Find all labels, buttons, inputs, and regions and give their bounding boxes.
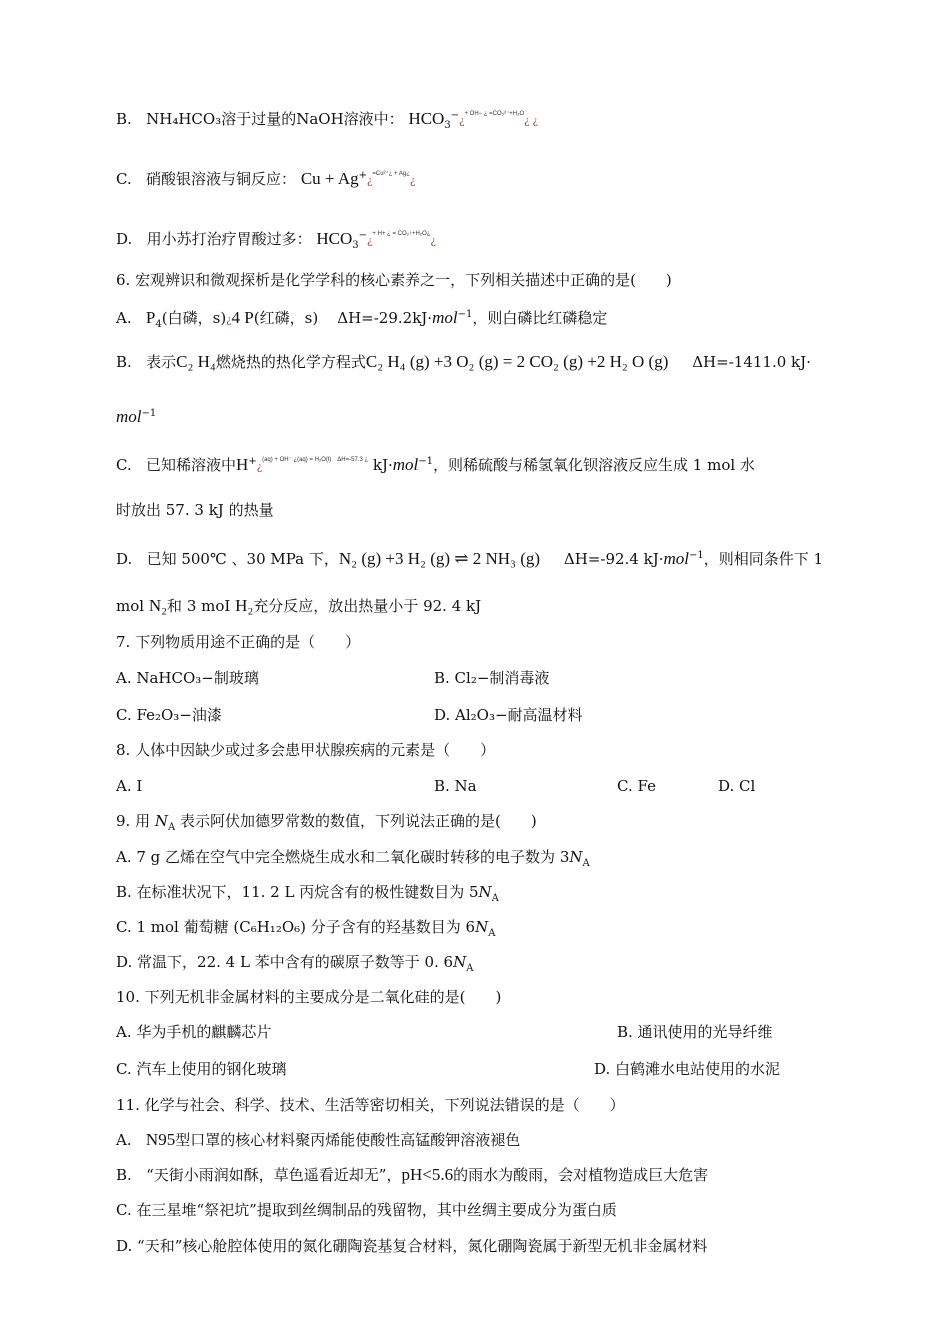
q10-option-c: C. 汽车上使用的钢化玻璃 [116,1060,287,1078]
q11-option-c: C. 在三星堆“祭祀坑”提取到丝绸制品的残留物，其中丝绸主要成分为蛋白质 [116,1201,617,1219]
q10-option-a: A. 华为手机的麒麟芯片 [116,1023,272,1041]
q5-option-b: B. NH₄HCO₃溶于过量的NaOH溶液中： $HCO_3^-¿^{+ OH- ¿ =CO_3^{2-}+H_2O}¿$ ¿ [116,109,539,131]
q5-option-d: D. 用小苏打治疗胃酸过多： $HCO_3^-¿^{+ H+ ¿ = CO_2↑+H_2O¿}¿$ [116,229,436,251]
q9-option-a: A. 7 g 乙烯在空气中完全燃烧生成水和二氧化碳时转移的电子数为 $3N_A$ [116,848,590,869]
q6-option-b-cont: mol$^{-1}$ [116,407,157,426]
q10-option-d: D. 白鹤滩水电站使用的水泥 [594,1060,781,1078]
q6-option-c-cont: 时放出 57. 3 kJ 的热量 [116,501,274,519]
q7-option-c: C. Fe₂O₃−油漆 [116,706,222,724]
q8-option-a: A. I [116,777,143,795]
q6-option-d: D. 已知 500℃ 、30 MPa 下，N₂ (g) +3 H₂ (g) ⇌ 2 NH₃ (g) ΔH=-92.4 kJ·mol$^{-1}$，则相同条件下 1 [116,549,824,568]
q10-option-b: B. 通讯使用的光导纤维 [617,1023,773,1041]
q11-option-d: D. “天和”核心舱腔体使用的氮化硼陶瓷基复合材料，氮化硼陶瓷属于新型无机非金属材料 [116,1237,708,1255]
q8-option-c: C. Fe [617,777,656,795]
q8-option-b: B. Na [434,777,477,795]
q9-option-b: B. 在标准状况下，11. 2 L 丙烷含有的极性键数目为 $5N_A$ [116,883,499,904]
q9-stem: 9. 用 $N_A$ 表示阿伏加德罗常数的数值，下列说法正确的是( ) [116,812,537,833]
q6-option-b: B. 表示C₂ H₄燃烧热的热化学方程式C₂ H₄ (g) +3 O₂ (g) = 2 CO₂ (g) +2 H₂ O (g) ΔH=-1411.0 kJ· [116,352,811,371]
q6-option-a: A. $P_4$(白磷，s)¿4 P(红磷，s) ΔH=-29.2kJ·mol$^{-1}$，则白磷比红磷稳定 [116,308,608,330]
q6-option-d-cont: mol N₂和 3 moI H₂充分反应，放出热量小于 92. 4 kJ [116,596,482,615]
q5-option-c: C. 硝酸银溶液与铜反应： Cu + Ag+¿$^{=Cu^{2+}¿ + Ag¿}$¿ [116,169,416,188]
q11-stem: 11. 化学与社会、科学、技术、生活等密切相关，下列说法错误的是（ ） [116,1096,625,1114]
q8-option-d: D. Cl [718,777,756,795]
q9-option-d: D. 常温下，22. 4 L 苯中含有的碳原子数等于 0. $6N_A$ [116,953,474,974]
q9-option-c: C. 1 mol 葡萄糖 (C₆H₁₂O₆) 分子含有的羟基数目为 $6N_A$ [116,918,496,939]
q7-option-d: D. Al₂O₃−耐高温材料 [434,706,583,724]
q6-stem: 6. 宏观辨识和微观探析是化学学科的核心素养之一，下列相关描述中正确的是( ) [116,271,672,289]
q11-option-a: A. N95型口罩的核心材料聚丙烯能使酸性高锰酸钾溶液褪色 [116,1130,521,1149]
q11-option-b: B. “天街小雨润如酥，草色遥看近却无”，pH<5.6的雨水为酸雨，会对植物造成巨大危害 [116,1165,709,1184]
q7-option-a: A. NaHCO₃−制玻璃 [116,669,259,687]
q6-option-c: C. 已知稀溶液中H+¿$^{(aq) + OH^- ¿(aq) = H_2O(l) \Delta H=-57.3 ¿}$ kJ·mol$^{-1}$，则稀硫酸与稀氢氧化钡溶液反应生成 1 mol 水 [116,455,755,474]
q7-option-b: B. Cl₂−制消毒液 [434,669,550,687]
q10-stem: 10. 下列无机非金属材料的主要成分是二氧化硅的是( ) [116,988,502,1006]
q8-stem: 8. 人体中因缺少或过多会患甲状腺疾病的元素是（ ） [116,741,496,759]
q7-stem: 7. 下列物质用途不正确的是（ ） [116,633,361,651]
